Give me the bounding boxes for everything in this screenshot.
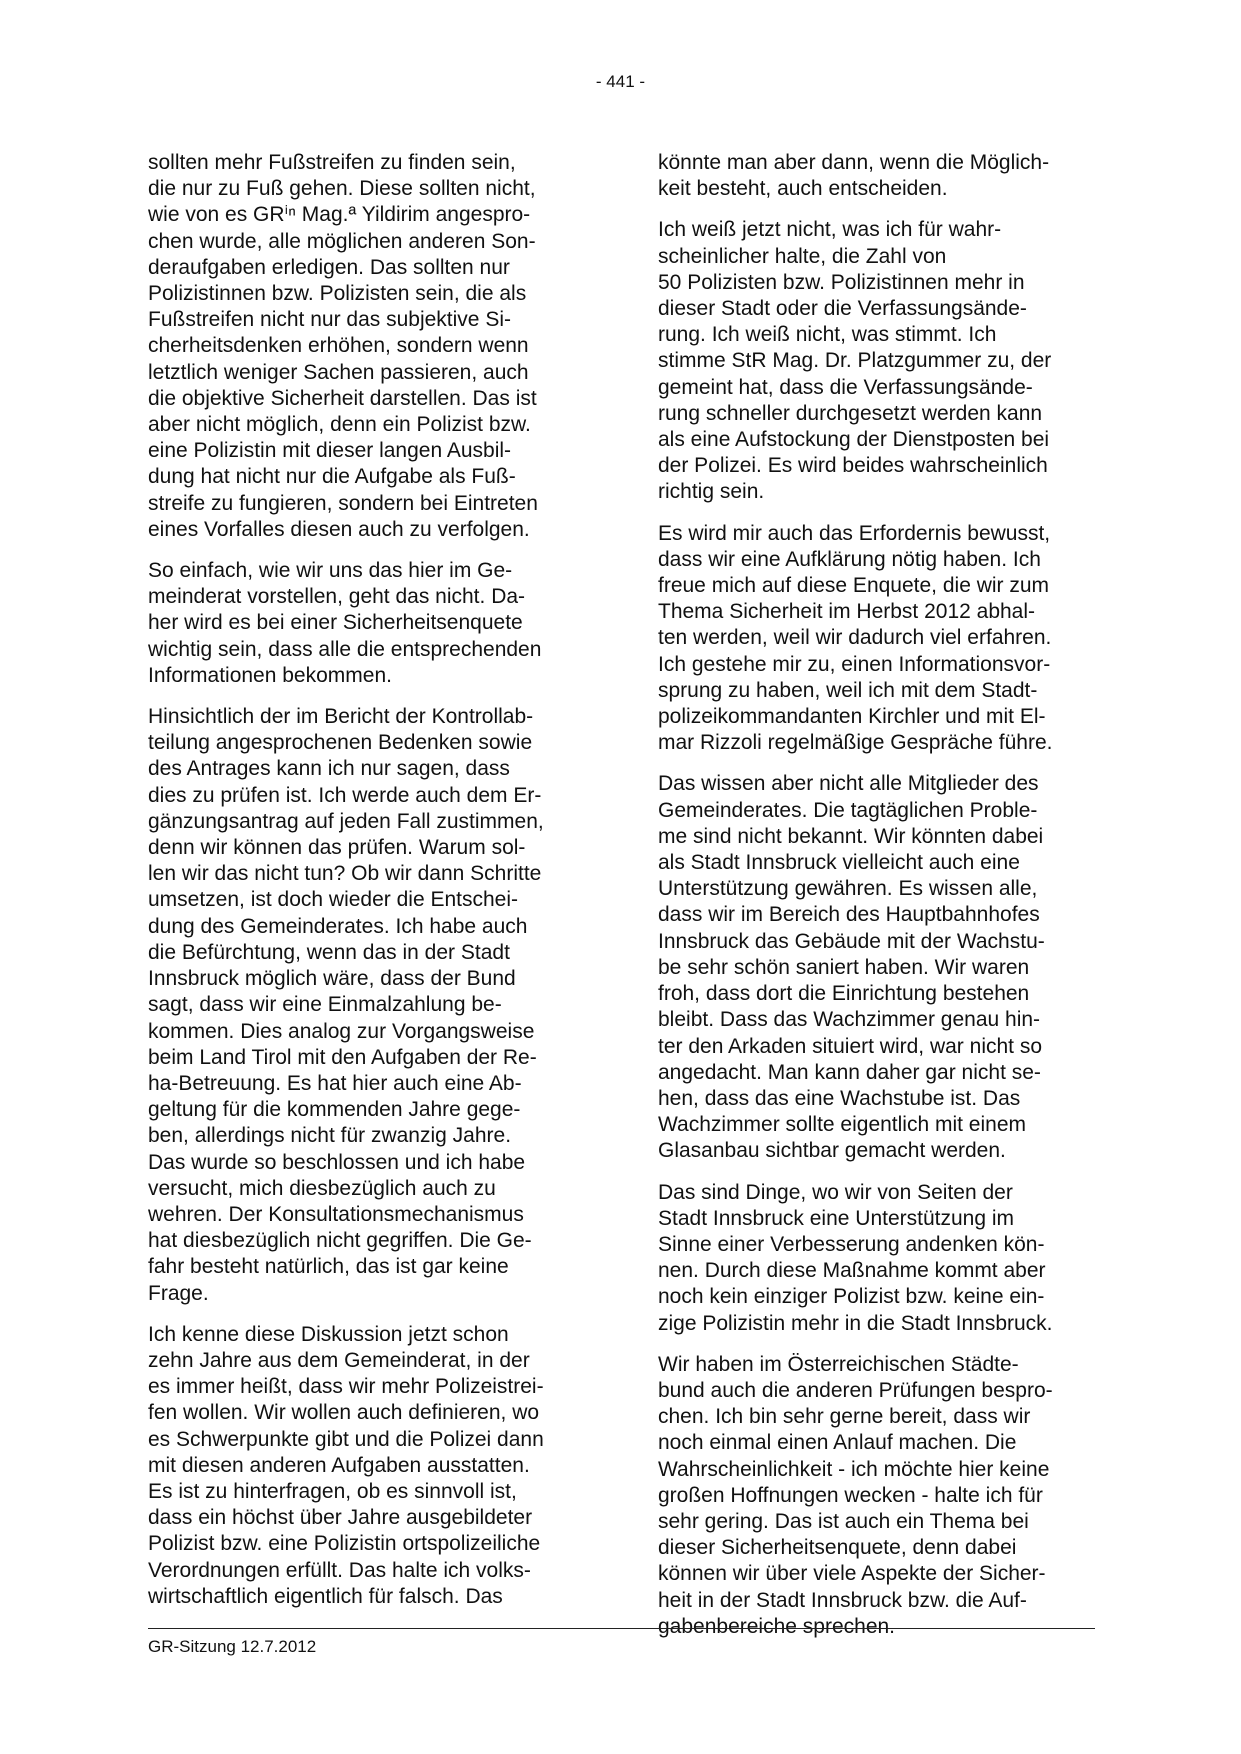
- text-line: kommen. Dies analog zur Vorgangsweise: [148, 1019, 535, 1043]
- paragraph: [658, 1352, 1098, 1640]
- text-line: Polizist bzw. eine Polizistin ortspolizeiliche: [148, 1532, 541, 1556]
- text-line: chen wurde, alle möglichen anderen Son-: [148, 229, 536, 253]
- text-line: Frage.: [148, 1281, 209, 1305]
- text-line: rung schneller durchgesetzt werden kann: [658, 401, 1043, 425]
- text-line: heit in der Stadt Innsbruck bzw. die Auf-: [658, 1588, 1027, 1612]
- text-line: richtig sein.: [658, 480, 765, 504]
- text-line: die objektive Sicherheit darstellen. Das ist: [148, 386, 537, 410]
- text-line: umsetzen, ist doch wieder die Entschei-: [148, 888, 519, 912]
- text-line: fahr besteht natürlich, das ist gar keine: [148, 1255, 509, 1279]
- text-line: dass wir im Bereich des Hauptbahnhofes: [658, 903, 1040, 927]
- text-line: versucht, mich diesbezüglich auch zu: [148, 1176, 496, 1200]
- text-line: mar Rizzoli regelmäßige Gespräche führe.: [658, 731, 1053, 755]
- text-line: hat diesbezüglich nicht gegriffen. Die Ge-: [148, 1229, 532, 1253]
- text-line: ter den Arkaden situiert wird, war nicht so: [658, 1034, 1043, 1058]
- text-line: Sinne einer Verbesserung andenken kön-: [658, 1232, 1045, 1256]
- text-line: sagt, dass wir eine Einmalzahlung be-: [148, 993, 502, 1017]
- text-line: zehn Jahre aus dem Gemeinderat, in der: [148, 1348, 530, 1372]
- text-line: Ich gestehe mir zu, einen Informationsvor-: [658, 652, 1051, 676]
- text-line: dung hat nicht nur die Aufgabe als Fuß-: [148, 465, 516, 489]
- text-line: deraufgaben erledigen. Das sollten nur: [148, 255, 510, 279]
- text-line: wehren. Der Konsultationsmechanismus: [148, 1202, 524, 1226]
- text-line: dass wir eine Aufklärung nötig haben. Ich: [658, 547, 1041, 571]
- text-line: des Antrages kann ich nur sagen, dass: [148, 757, 510, 781]
- text-line: eines Vorfalles diesen auch zu verfolgen.: [148, 517, 530, 541]
- text-line: wie von es GRⁱⁿ Mag.ª Yildirim angespro-: [148, 203, 531, 227]
- text-line: dass ein höchst über Jahre ausgebildeter: [148, 1506, 533, 1530]
- text-line: als eine Aufstockung der Dienstposten bei: [658, 428, 1050, 452]
- text-line: Fußstreifen nicht nur das subjektive Si-: [148, 308, 511, 332]
- text-line: dies zu prüfen ist. Ich werde auch dem Er-: [148, 783, 542, 807]
- text-line: Wir haben im Österreichischen Städte-: [658, 1352, 1019, 1376]
- text-line: Hinsichtlich der im Bericht der Kontrollab-: [148, 705, 534, 729]
- text-line: wichtig sein, dass alle die entsprechenden: [148, 637, 542, 661]
- text-line: cherheitsdenken erhöhen, sondern wenn: [148, 334, 529, 358]
- text-line: Ich kenne diese Diskussion jetzt schon: [148, 1322, 509, 1346]
- text-line: geltung für die kommenden Jahre gege-: [148, 1098, 521, 1122]
- text-line: scheinlicher halte, die Zahl von: [658, 244, 947, 268]
- text-line: ben, allerdings nicht für zwanzig Jahre.: [148, 1124, 512, 1148]
- text-line: Wachzimmer sollte eigentlich mit einem: [658, 1113, 1027, 1137]
- text-line: len wir das nicht tun? Ob wir dann Schritte: [148, 862, 542, 886]
- text-line: ha-Betreuung. Es hat hier auch eine Ab-: [148, 1071, 522, 1095]
- text-line: Das wissen aber nicht alle Mitglieder des: [658, 772, 1039, 796]
- text-line: nen. Durch diese Maßnahme kommt aber: [658, 1259, 1046, 1283]
- text-line: aber nicht möglich, denn ein Polizist bzw.: [148, 413, 531, 437]
- text-line: es Schwerpunkte gibt und die Polizei dann: [148, 1427, 544, 1451]
- text-line: freue mich auf diese Enquete, die wir zum: [658, 574, 1050, 598]
- text-line: gemeint hat, dass die Verfassungsände-: [658, 375, 1033, 399]
- text-line: bleibt. Dass das Wachzimmer genau hin-: [658, 1008, 1041, 1032]
- text-line: bund auch die anderen Prüfungen bespro-: [658, 1378, 1053, 1402]
- text-line: streife zu fungieren, sondern bei Eintreten: [148, 491, 538, 515]
- text-line: dieser Stadt oder die Verfassungsände-: [658, 297, 1027, 321]
- text-line: zige Polizistin mehr in die Stadt Innsbruck.: [658, 1311, 1053, 1335]
- text-line: als Stadt Innsbruck vielleicht auch eine: [658, 851, 1020, 875]
- text-line: es immer heißt, dass wir mehr Polizeistrei-: [148, 1375, 544, 1399]
- text-line: Informationen bekommen.: [148, 663, 392, 687]
- text-line: chen. Ich bin sehr gerne bereit, dass wir: [658, 1405, 1031, 1429]
- paragraph: [148, 150, 588, 543]
- text-line: froh, dass dort die Einrichtung bestehen: [658, 982, 1030, 1006]
- footer-text: GR-Sitzung 12.7.2012: [148, 1637, 317, 1656]
- text-line: angedacht. Man kann daher gar nicht se-: [658, 1060, 1041, 1084]
- text-line: gänzungsantrag auf jeden Fall zustimmen,: [148, 809, 544, 833]
- text-line: be sehr schön saniert haben. Wir waren: [658, 955, 1030, 979]
- paragraph: [658, 771, 1098, 1164]
- text-line: Thema Sicherheit im Herbst 2012 abhal-: [658, 600, 1036, 624]
- text-line: letztlich weniger Sachen passieren, auch: [148, 360, 529, 384]
- right-column: [658, 150, 1098, 1655]
- text-line: Gemeinderates. Die tagtäglichen Proble-: [658, 798, 1038, 822]
- text-line: dieser Sicherheitsenquete, denn dabei: [658, 1536, 1017, 1560]
- paragraph: [148, 1322, 588, 1610]
- text-line: sprung zu haben, weil ich mit dem Stadt-: [658, 678, 1038, 702]
- text-line: Wahrscheinlichkeit - ich möchte hier keine: [658, 1457, 1050, 1481]
- text-line: können wir über viele Aspekte der Sicher-: [658, 1562, 1046, 1586]
- paragraph: [658, 217, 1098, 505]
- text-line: sollten mehr Fußstreifen zu finden sein,: [148, 151, 516, 174]
- text-line: Das sind Dinge, wo wir von Seiten der: [658, 1180, 1013, 1204]
- text-line: könnte man aber dann, wenn die Möglich-: [658, 151, 1050, 174]
- text-line: Stadt Innsbruck eine Unterstützung im: [658, 1206, 1015, 1230]
- text-line: her wird es bei einer Sicherheitsenquete: [148, 611, 523, 635]
- text-line: Polizistinnen bzw. Polizisten sein, die als: [148, 282, 527, 306]
- text-line: Es ist zu hinterfragen, ob es sinnvoll ist,: [148, 1479, 517, 1503]
- text-line: rung. Ich weiß nicht, was stimmt. Ich: [658, 323, 997, 347]
- text-line: meinderat vorstellen, geht das nicht. Da-: [148, 585, 526, 609]
- paragraph: [148, 558, 588, 689]
- text-line: Ich weiß jetzt nicht, was ich für wahr-: [658, 218, 1002, 242]
- text-line: beim Land Tirol mit den Aufgaben der Re-: [148, 1045, 537, 1069]
- text-line: hen, dass das eine Wachstube ist. Das: [658, 1086, 1021, 1110]
- text-line: denn wir können das prüfen. Warum sol-: [148, 836, 526, 860]
- text-line: me sind nicht bekannt. Wir könnten dabei: [658, 824, 1044, 848]
- paragraph: [658, 150, 1098, 202]
- paragraph: [658, 521, 1098, 757]
- text-line: sehr gering. Das ist auch ein Thema bei: [658, 1509, 1029, 1533]
- footer-divider: [148, 1628, 1095, 1629]
- text-line: teilung angesprochenen Bedenken sowie: [148, 731, 533, 755]
- paragraph: [658, 1180, 1098, 1337]
- text-line: Glasanbau sichtbar gemacht werden.: [658, 1139, 1006, 1163]
- text-line: der Polizei. Es wird beides wahrscheinlich: [658, 454, 1048, 478]
- text-line: stimme StR Mag. Dr. Platzgummer zu, der: [658, 349, 1052, 373]
- text-line: So einfach, wie wir uns das hier im Ge-: [148, 559, 513, 583]
- text-line: Innsbruck möglich wäre, dass der Bund: [148, 967, 516, 991]
- text-line: noch kein einziger Polizist bzw. keine ein-: [658, 1285, 1045, 1309]
- text-line: Das wurde so beschlossen und ich habe: [148, 1150, 526, 1174]
- text-line: fen wollen. Wir wollen auch definieren, wo: [148, 1401, 540, 1425]
- paragraph: [148, 704, 588, 1307]
- text-line: 50 Polizisten bzw. Polizistinnen mehr in: [658, 270, 1025, 294]
- left-column: [148, 150, 588, 1625]
- text-line: großen Hoffnungen wecken - halte ich für: [658, 1483, 1043, 1507]
- text-line: gabenbereiche sprechen.: [658, 1614, 896, 1638]
- text-line: Es wird mir auch das Erfordernis bewusst,: [658, 521, 1051, 545]
- text-line: mit diesen anderen Aufgaben ausstatten.: [148, 1453, 530, 1477]
- text-line: dung des Gemeinderates. Ich habe auch: [148, 914, 528, 938]
- text-line: noch einmal einen Anlauf machen. Die: [658, 1431, 1017, 1455]
- text-line: eine Polizistin mit dieser langen Ausbil-: [148, 439, 512, 463]
- text-line: ten werden, weil wir dadurch viel erfahren.: [658, 626, 1052, 650]
- text-line: die nur zu Fuß gehen. Diese sollten nicht,: [148, 177, 536, 201]
- text-line: wirtschaftlich eigentlich für falsch. Das: [148, 1584, 503, 1608]
- text-line: keit besteht, auch entscheiden.: [658, 177, 948, 201]
- text-line: Unterstützung gewähren. Es wissen alle,: [658, 877, 1038, 901]
- text-line: polizeikommandanten Kirchler und mit El-: [658, 705, 1046, 729]
- text-line: die Befürchtung, wenn das in der Stadt: [148, 940, 510, 964]
- page-number: - 441 -: [595, 72, 646, 91]
- text-line: Innsbruck das Gebäude mit der Wachstu-: [658, 929, 1045, 953]
- text-line: Verordnungen erfüllt. Das halte ich volks-: [148, 1558, 531, 1582]
